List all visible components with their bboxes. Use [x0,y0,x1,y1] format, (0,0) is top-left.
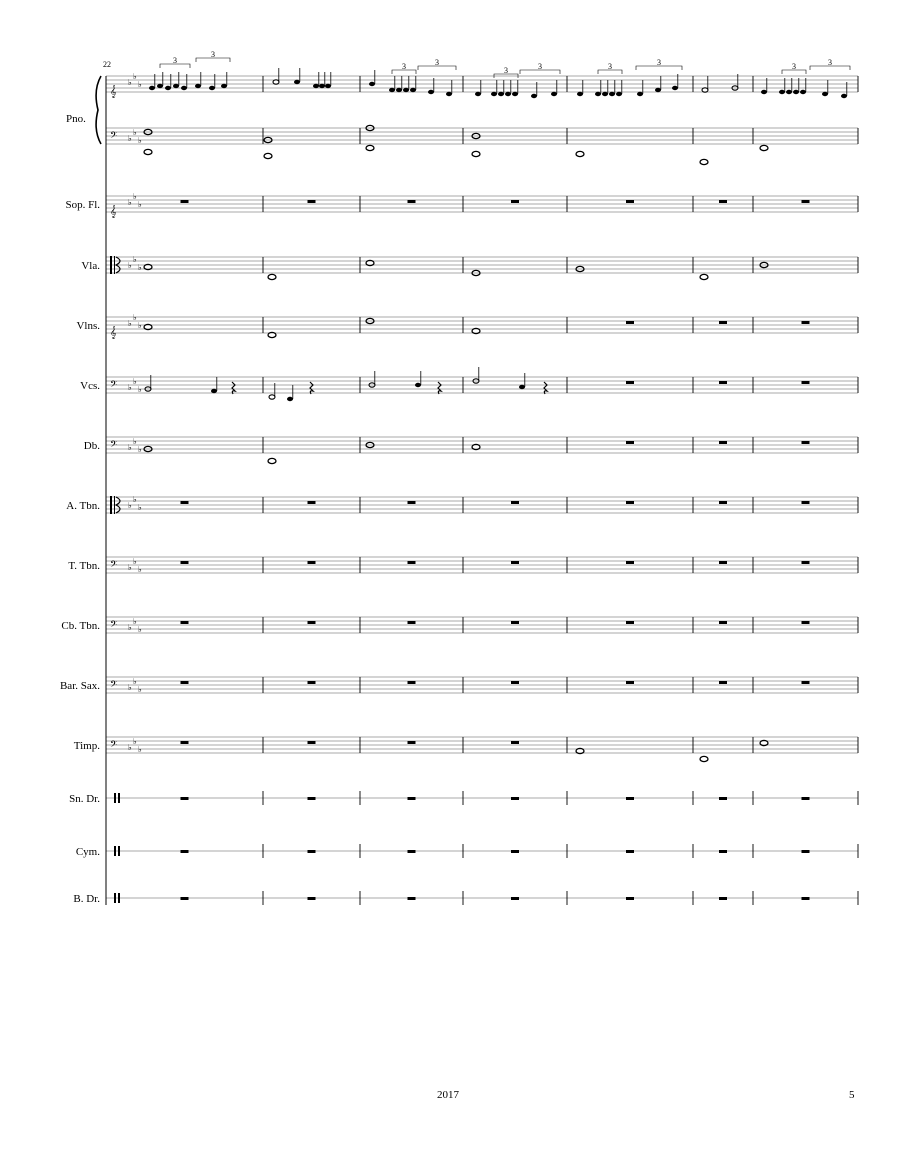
whole-rest [802,681,810,684]
quarter-note [505,92,511,96]
tuplet-number: 3 [173,56,177,65]
piano-bass-staff [106,128,858,144]
quarter-note [602,92,608,96]
whole-rest [719,897,727,900]
whole-rest [181,561,189,564]
whole-rest [308,897,316,900]
quarter-note [319,84,325,88]
flat-sign: ♭ [133,617,137,626]
whole-rest [719,381,727,384]
quarter-note [637,92,643,96]
whole-rest [308,850,316,853]
whole-rest [626,797,634,800]
whole-rest [408,850,416,853]
staff-timp [106,737,858,753]
flat-sign: ♭ [138,503,142,512]
tuplet-number: 3 [402,62,406,71]
whole-rest [719,441,727,444]
whole-rest [719,621,727,624]
quarter-note [609,92,615,96]
whole-note [268,274,276,279]
flat-sign: ♭ [133,255,137,264]
whole-rest [802,850,810,853]
flat-sign: ♭ [138,625,142,634]
whole-rest [308,741,316,744]
whole-rest [802,501,810,504]
quarter-note [325,84,331,88]
flat-sign: ♭ [128,261,132,270]
quarter-note [403,88,409,92]
tuplet-number: 3 [657,58,661,67]
quarter-note [793,90,799,94]
whole-note [700,159,708,164]
whole-rest [511,741,519,744]
flat-sign: ♭ [128,563,132,572]
flat-sign: ♭ [128,623,132,632]
quarter-note [519,385,525,389]
quarter-note [531,94,537,98]
quarter-note [491,92,497,96]
whole-rest [626,850,634,853]
bass-clef-icon: 𝄢 [110,380,118,392]
quarter-rest [438,382,441,394]
quarter-note [410,88,416,92]
quarter-note [498,92,504,96]
whole-rest [511,501,519,504]
whole-rest [511,897,519,900]
flat-sign: ♭ [133,377,137,386]
flat-sign: ♭ [138,745,142,754]
half-note [269,395,275,399]
whole-rest [719,850,727,853]
quarter-rest [310,382,313,394]
quarter-note [761,90,767,94]
staff-db [106,437,858,453]
whole-rest [719,681,727,684]
flat-sign: ♭ [128,443,132,452]
quarter-rest [232,382,235,394]
instrument-label: Bar. Sax. [59,680,100,692]
whole-rest [802,381,810,384]
whole-rest [802,200,810,203]
half-note [702,88,708,92]
staff-atbn [106,497,858,513]
percussion-staff [106,844,858,858]
whole-rest [719,797,727,800]
quarter-note [181,86,187,90]
whole-rest [408,561,416,564]
whole-rest [308,561,316,564]
instrument-label: Vlns. [76,320,100,332]
tuplet-number: 3 [211,50,215,59]
half-note [273,80,279,84]
bass-clef-icon: 𝄢 [110,560,118,572]
flat-sign: ♭ [128,78,132,87]
instrument-label: Sop. Fl. [65,199,100,211]
whole-rest [408,797,416,800]
whole-rest [802,561,810,564]
treble-clef-icon: 𝄞 [110,206,117,218]
flat-sign: ♭ [128,383,132,392]
quarter-note [841,94,847,98]
instrument-label: Vcs. [80,380,100,392]
staff-barsax [106,677,858,693]
whole-rest [626,621,634,624]
whole-note [144,149,152,154]
whole-rest [408,621,416,624]
treble-clef-icon: 𝄞 [110,327,117,339]
flat-sign: ♭ [128,683,132,692]
whole-rest [308,621,316,624]
whole-rest [719,501,727,504]
percussion-clef-icon [118,893,120,903]
whole-rest [626,321,634,324]
quarter-note [165,86,171,90]
staff-vcs [106,377,858,393]
quarter-note [822,92,828,96]
whole-rest [802,441,810,444]
whole-rest [511,200,519,203]
quarter-note [446,92,452,96]
whole-rest [511,561,519,564]
quarter-note [173,84,179,88]
staff-vla [106,257,858,273]
whole-rest [626,381,634,384]
flat-sign: ♭ [133,437,137,446]
flat-sign: ♭ [133,313,137,322]
whole-rest [181,797,189,800]
quarter-note [655,88,661,92]
quarter-note [800,90,806,94]
flat-sign: ♭ [133,72,137,81]
tuplet-number: 3 [828,58,832,67]
flat-sign: ♭ [128,134,132,143]
flat-sign: ♭ [138,136,142,145]
quarter-note [287,397,293,401]
tuplet-number: 3 [504,66,508,75]
quarter-note [157,84,163,88]
staff-ttbn [106,557,858,573]
whole-rest [181,501,189,504]
bass-clef-icon: 𝄢 [110,740,118,752]
whole-rest [626,441,634,444]
whole-rest [181,897,189,900]
whole-rest [719,561,727,564]
flat-sign: ♭ [133,192,137,201]
flat-sign: ♭ [138,445,142,454]
flat-sign: ♭ [133,557,137,566]
percussion-staff [106,891,858,905]
whole-rest [408,741,416,744]
whole-rest [719,321,727,324]
quarter-note [221,84,227,88]
percussion-clef-icon [114,893,116,903]
whole-rest [626,681,634,684]
quarter-note [294,80,300,84]
percussion-clef-icon [114,846,116,856]
quarter-note [415,383,421,387]
quarter-note [396,88,402,92]
quarter-note [428,90,434,94]
whole-rest [626,200,634,203]
instrument-label: Timp. [73,740,100,752]
instrument-label: Cb. Tbn. [61,620,100,632]
whole-rest [181,681,189,684]
quarter-note [211,389,217,393]
whole-rest [408,897,416,900]
tuplet-number: 3 [435,58,439,67]
percussion-staff [106,791,858,805]
instrument-label: B. Dr. [73,893,100,905]
quarter-note [779,90,785,94]
quarter-note [786,90,792,94]
quarter-note [616,92,622,96]
whole-rest [408,501,416,504]
flat-sign: ♭ [138,685,142,694]
whole-rest [308,797,316,800]
flat-sign: ♭ [138,80,142,89]
whole-rest [181,741,189,744]
quarter-note [475,92,481,96]
whole-rest [181,200,189,203]
whole-rest [802,897,810,900]
staff-sopfl [106,196,858,212]
instrument-label: Cym. [75,846,100,858]
quarter-note [313,84,319,88]
whole-rest [511,850,519,853]
tuplet-number: 3 [792,62,796,71]
whole-rest [308,501,316,504]
bass-clef-icon: 𝄢 [110,131,118,143]
whole-rest [308,681,316,684]
flat-sign: ♭ [128,319,132,328]
quarter-note [369,82,375,86]
whole-rest [626,501,634,504]
whole-note [700,756,708,761]
footer-year: 2017 [437,1089,459,1101]
bass-clef-icon: 𝄢 [110,620,118,632]
flat-sign: ♭ [138,565,142,574]
whole-rest [511,681,519,684]
tuplet-number: 3 [608,62,612,71]
whole-note [366,145,374,150]
percussion-clef-icon [118,793,120,803]
flat-sign: ♭ [133,737,137,746]
whole-rest [626,897,634,900]
flat-sign: ♭ [138,200,142,209]
flat-sign: ♭ [133,677,137,686]
quarter-note [512,92,518,96]
whole-rest [802,797,810,800]
whole-note [268,458,276,463]
quarter-note [672,86,678,90]
bass-clef-icon: 𝄢 [110,680,118,692]
quarter-note [389,88,395,92]
instrument-label: A. Tbn. [66,500,100,512]
quarter-note [595,92,601,96]
quarter-note [209,86,215,90]
piano-treble-staff [106,76,858,92]
whole-rest [511,621,519,624]
quarter-rest [544,382,547,394]
percussion-clef-icon [114,793,116,803]
whole-note [700,274,708,279]
quarter-note [551,92,557,96]
piano-brace [96,76,101,144]
whole-rest [308,200,316,203]
whole-rest [802,321,810,324]
whole-note [760,145,768,150]
quarter-note [577,92,583,96]
instrument-label: T. Tbn. [68,560,100,572]
instrument-label: Db. [83,440,100,452]
whole-rest [511,797,519,800]
whole-rest [626,561,634,564]
whole-rest [181,621,189,624]
whole-rest [408,681,416,684]
flat-sign: ♭ [138,385,142,394]
flat-sign: ♭ [128,501,132,510]
whole-note [576,151,584,156]
treble-clef-icon: 𝄞 [110,86,117,98]
whole-note [472,151,480,156]
flat-sign: ♭ [133,128,137,137]
flat-sign: ♭ [133,495,137,504]
measure-number: 22 [103,60,111,69]
whole-rest [181,850,189,853]
whole-rest [719,200,727,203]
bass-clef-icon: 𝄢 [110,440,118,452]
alto-clef-icon [110,256,112,274]
flat-sign: ♭ [128,743,132,752]
page-number: 5 [849,1089,855,1101]
instrument-label: Vla. [81,260,100,272]
flat-sign: ♭ [138,263,142,272]
flat-sign: ♭ [138,321,142,330]
instrument-label-piano: Pno. [66,113,86,125]
staff-vlns [106,317,858,333]
instrument-label: Sn. Dr. [69,793,100,805]
staff-cbtbn [106,617,858,633]
whole-rest [408,200,416,203]
whole-note [264,153,272,158]
alto-clef-icon [110,496,112,514]
tuplet-number: 3 [538,62,542,71]
quarter-note [195,84,201,88]
quarter-note [149,86,155,90]
whole-rest [802,621,810,624]
percussion-clef-icon [118,846,120,856]
flat-sign: ♭ [128,198,132,207]
